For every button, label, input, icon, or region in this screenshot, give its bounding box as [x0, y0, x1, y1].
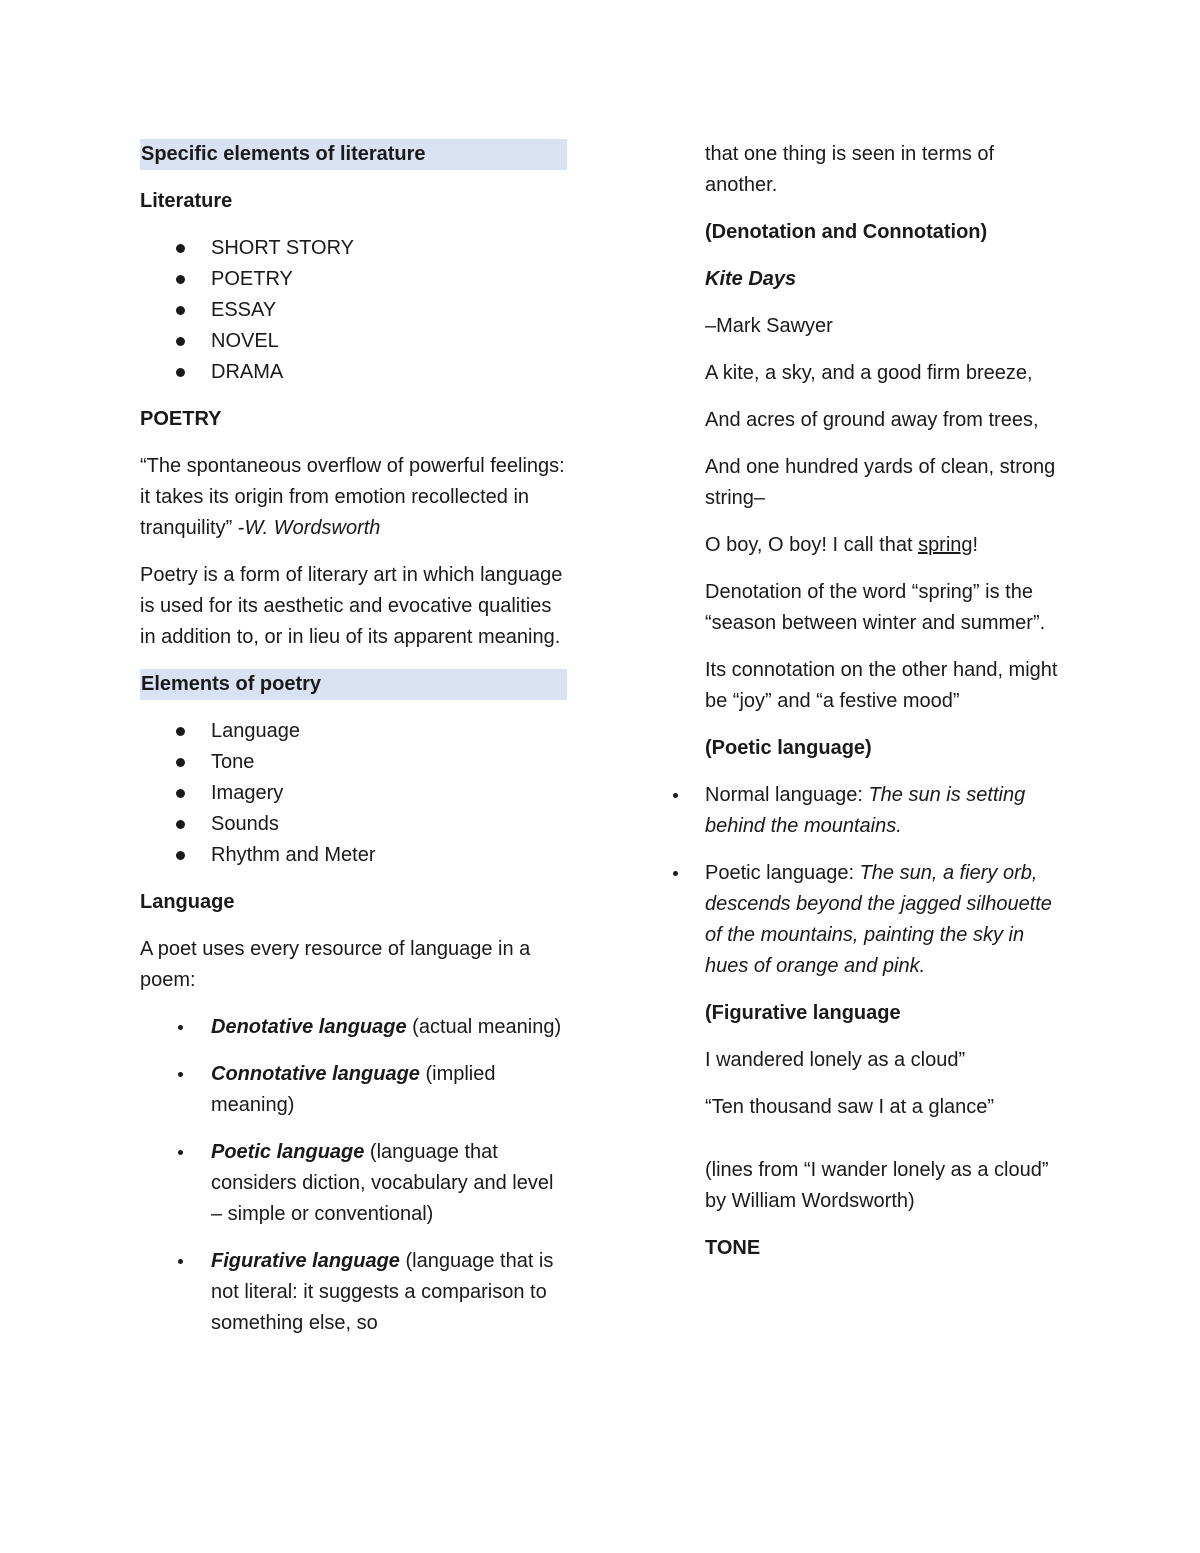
denotation-text: Denotation of the word “spring” is the “season between winter and summer”.	[705, 581, 1046, 634]
term: Poetic language	[211, 1141, 365, 1163]
list-item: POETRY	[140, 264, 567, 295]
poem-line: And acres of ground away from trees,	[705, 409, 1039, 431]
language-examples-list	[705, 780, 1065, 982]
poem-title: Kite Days	[705, 268, 797, 290]
spacer	[705, 1139, 1065, 1155]
list-item: Sounds	[140, 809, 567, 840]
elements-list	[140, 716, 567, 871]
term-desc: (implied meaning)	[211, 1063, 496, 1116]
list-item	[705, 780, 1065, 842]
example-text: The sun is setting behind the mountains.	[705, 784, 1026, 837]
continuation-text: that one thing is seen in terms of another.	[705, 143, 995, 196]
spring-word: spring	[918, 534, 973, 556]
poem-line-start: O boy, O boy! I call that	[705, 534, 919, 556]
figurative-line: I wandered lonely as a cloud”	[705, 1049, 966, 1071]
list-item: Tone	[140, 747, 567, 778]
term-desc: (language that considers diction, vocabulary and level – simple or conventional)	[211, 1141, 554, 1225]
literature-heading: Literature	[140, 190, 233, 212]
list-item	[140, 1012, 567, 1043]
poem-line-end: !	[972, 534, 979, 556]
list-item	[140, 1246, 567, 1339]
left-column	[140, 139, 567, 1355]
list-item: Imagery	[140, 778, 567, 809]
example-label: Normal language:	[705, 784, 869, 806]
language-types-list	[140, 1012, 567, 1339]
list-item	[140, 1059, 567, 1121]
quote-text: “The spontaneous overflow of powerful feelings: it takes its origin from emotion recollected in tranquility” -	[140, 455, 565, 539]
poetry-definition: Poetry is a form of literary art in which language is used for its aesthetic and evocative qualities in addition to, or in lieu of its apparent meaning.	[140, 564, 563, 648]
connotation-text: Its connotation on the other hand, might be “joy” and “a festive mood”	[705, 659, 1058, 712]
language-intro: A poet uses every resource of language in a poem:	[140, 938, 531, 991]
term: Figurative language	[211, 1250, 400, 1272]
poem-author: –Mark Sawyer	[705, 315, 833, 337]
poetry-heading: POETRY	[140, 408, 222, 430]
list-item	[705, 858, 1065, 982]
poetic-heading: (Poetic language)	[705, 737, 872, 759]
figurative-heading: (Figurative language	[705, 1002, 901, 1024]
term: Denotative language	[211, 1016, 407, 1038]
poem-line: A kite, a sky, and a good firm breeze,	[705, 362, 1033, 384]
term-desc: (language that is not literal: it suggests a comparison to something else, so	[211, 1250, 554, 1334]
literature-list	[140, 233, 567, 388]
poem-line	[705, 530, 1065, 561]
denotation-heading: (Denotation and Connotation)	[705, 221, 988, 243]
list-item: DRAMA	[140, 357, 567, 388]
term: Connotative language	[211, 1063, 420, 1085]
list-item: NOVEL	[140, 326, 567, 357]
wordsworth-quote	[140, 451, 567, 544]
figurative-line: “Ten thousand saw I at a glance”	[705, 1096, 995, 1118]
language-heading: Language	[140, 891, 235, 913]
quote-author: W. Wordsworth	[244, 517, 381, 539]
list-item	[140, 1137, 567, 1230]
list-item: Rhythm and Meter	[140, 840, 567, 871]
page-title: Specific elements of literature	[140, 139, 567, 170]
term-desc: (actual meaning)	[406, 1016, 562, 1038]
figurative-source: (lines from “I wander lonely as a cloud” by William Wordsworth)	[705, 1159, 1049, 1212]
tone-heading: TONE	[705, 1237, 761, 1259]
elements-heading: Elements of poetry	[140, 669, 567, 700]
list-item: SHORT STORY	[140, 233, 567, 264]
example-text: The sun, a fiery orb, descends beyond the jagged silhouette of the mountains, painting the sky in hues of orange and pink.	[705, 862, 1052, 977]
example-label: Poetic language:	[705, 862, 860, 884]
right-column	[705, 139, 1065, 1280]
poem-line: And one hundred yards of clean, strong string–	[705, 456, 1056, 509]
list-item: Language	[140, 716, 567, 747]
list-item: ESSAY	[140, 295, 567, 326]
